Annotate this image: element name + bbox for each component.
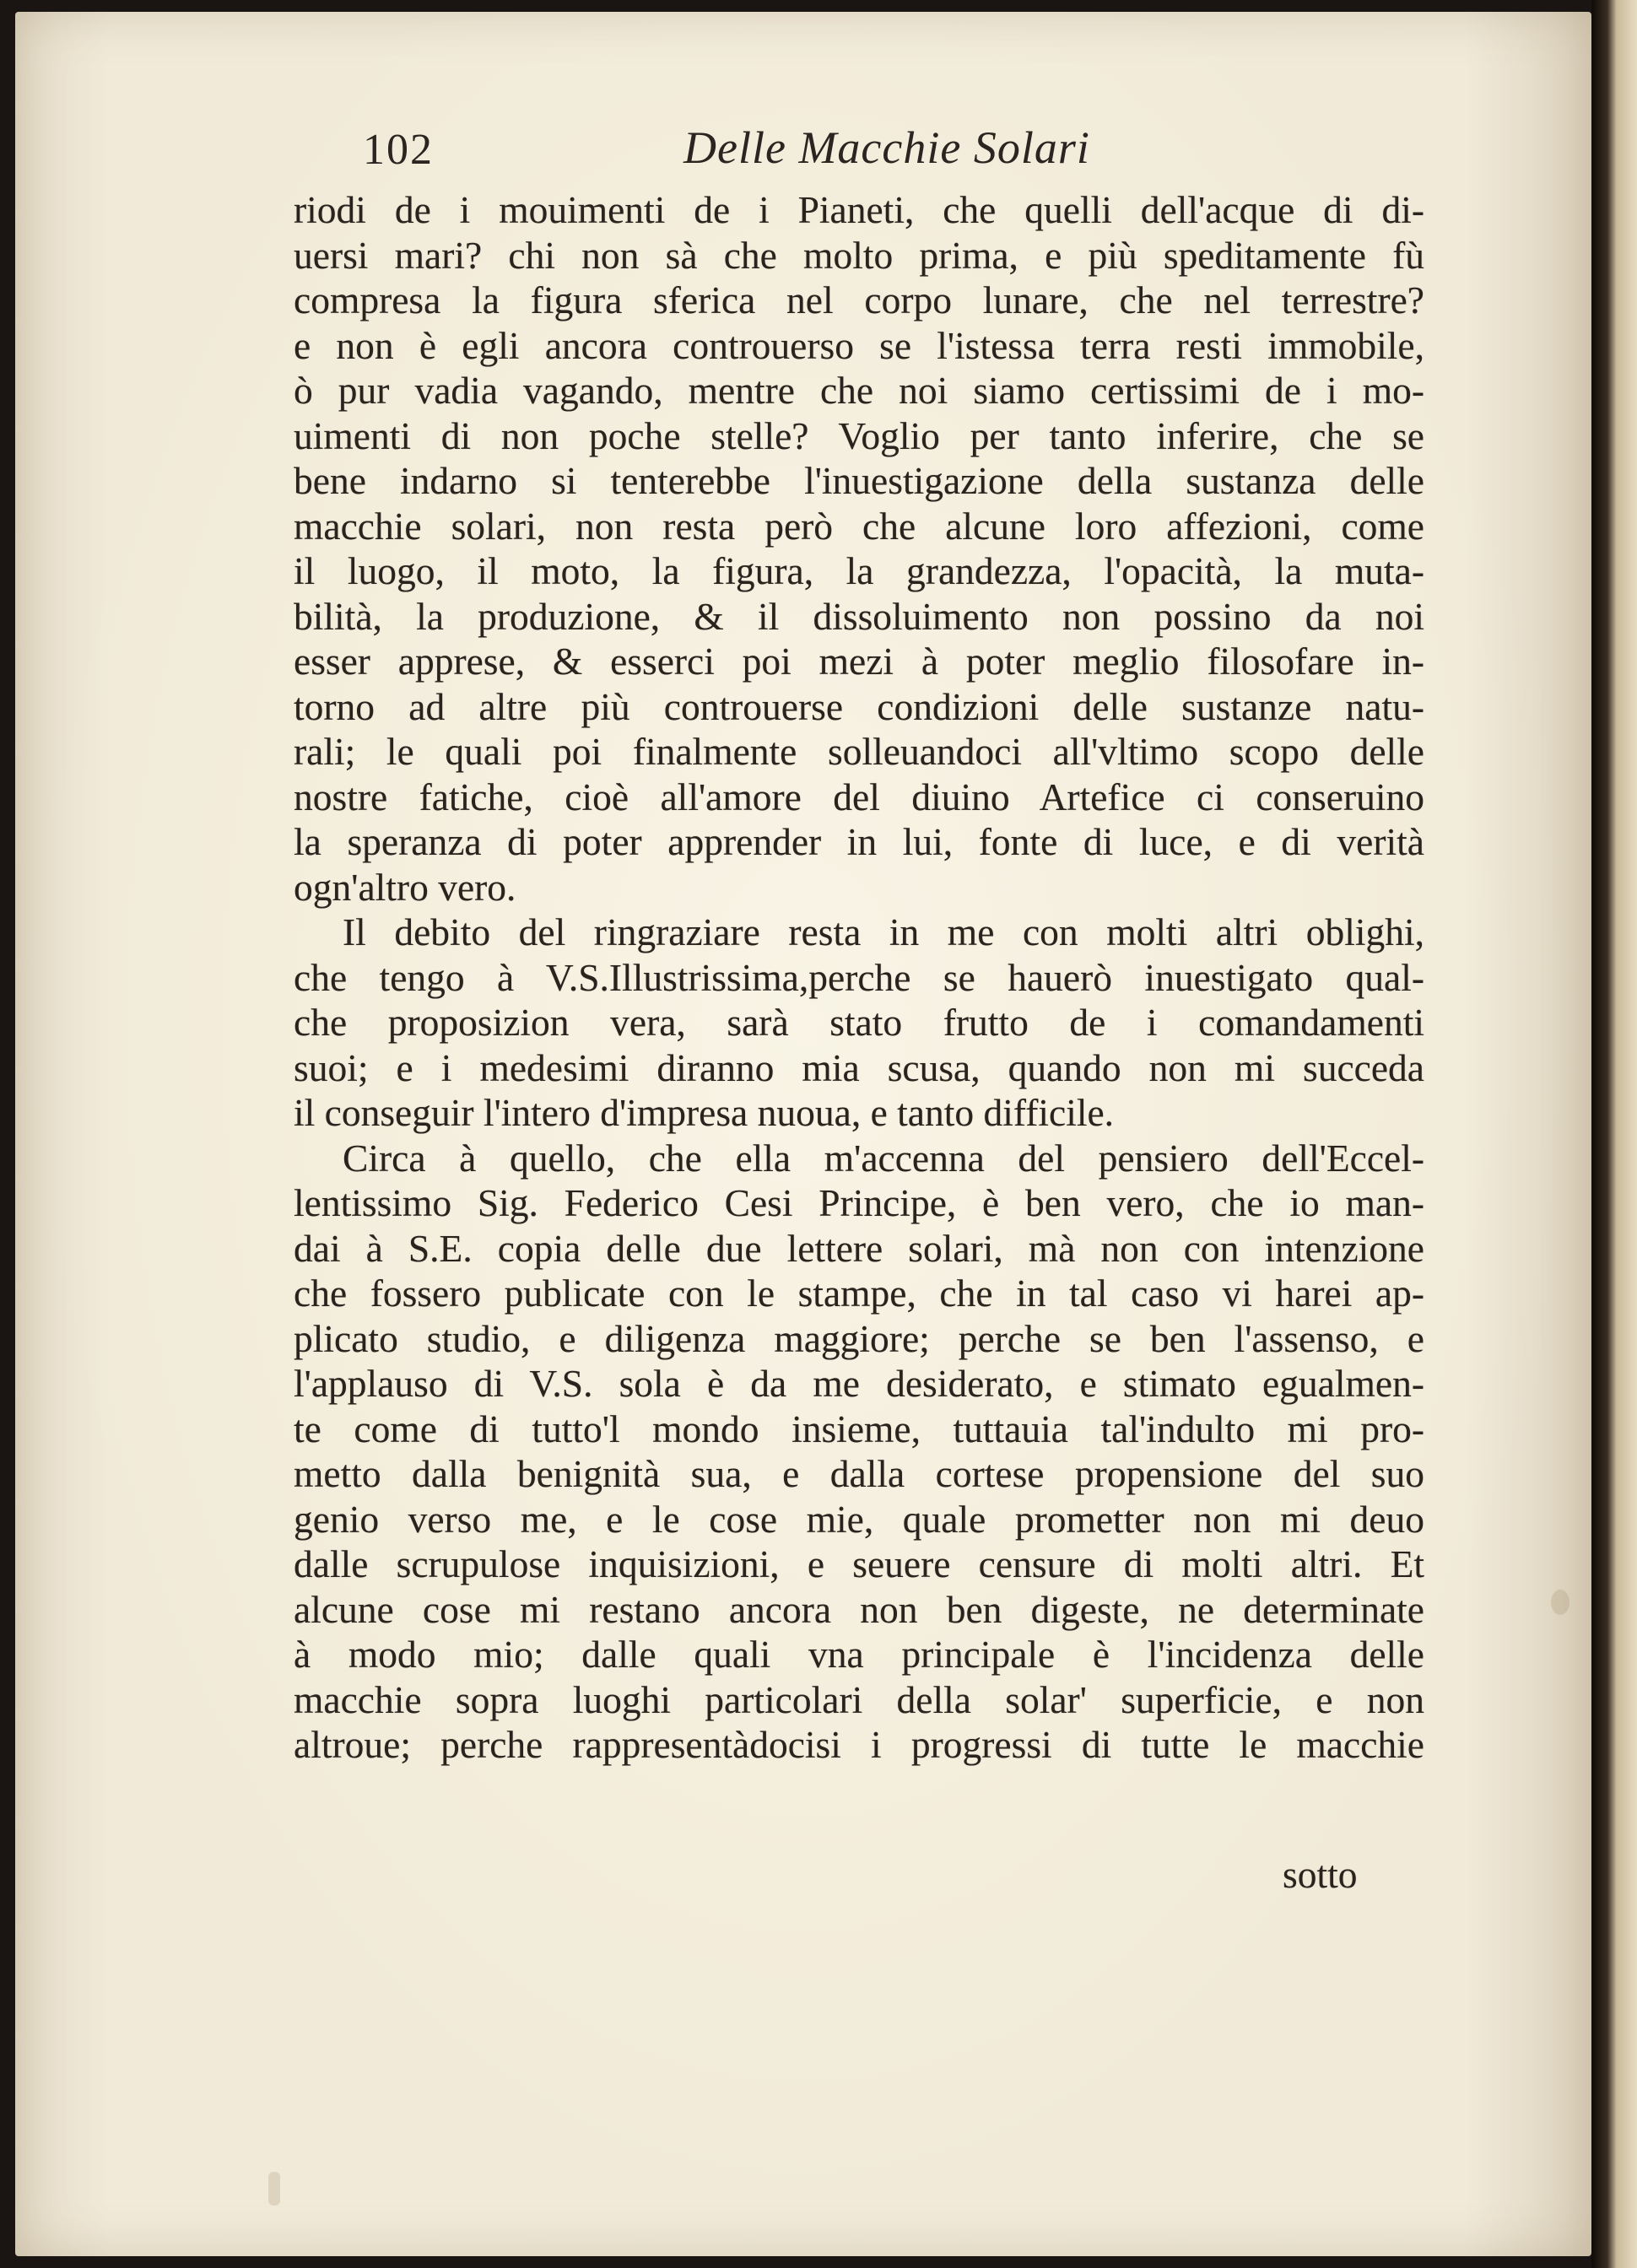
text-line: uersi mari? chi non sà che molto prima, e più speditamente fù: [294, 233, 1424, 277]
text-line: ò pur vadia vagando, mentre che noi siamo certissimi de i mo-: [294, 369, 1424, 412]
text-line: altroue; perche rappresentàdocisi i progressi di tutte le macchie: [294, 1723, 1424, 1766]
text-line: compresa la figura sferica nel corpo lunare, che nel terrestre?: [294, 278, 1424, 321]
text-line: à modo mio; dalle quali vna principale è l'incidenza delle: [294, 1633, 1424, 1676]
text-line: che fossero publicate con le stampe, che in tal caso vi harei ap-: [294, 1272, 1424, 1315]
paper-stain: [1551, 1590, 1569, 1615]
text-line: uimenti di non poche stelle? Voglio per tanto inferire, che se: [294, 413, 1424, 457]
text-line: torno ad altre più controuerse condizioni delle sustanze natu-: [294, 684, 1424, 728]
body-text: [294, 187, 1424, 1768]
text-line: bilità, la produzione, & il dissoluimento non possino da noi: [294, 594, 1424, 638]
text-line: dai à S.E. copia delle due lettere solari, mà non con intenzione: [294, 1226, 1424, 1270]
text-line: plicato studio, e diligenza maggiore; perche se ben l'assenso, e: [294, 1316, 1424, 1360]
text-line: il luogo, il moto, la figura, la grandezza, l'opacità, la muta-: [294, 549, 1424, 592]
text-line: l'applauso di V.S. sola è da me desiderato, e stimato egualmen-: [294, 1362, 1424, 1405]
text-line: che tengo à V.S.Illustrissima,perche se hauerò inuestigato qual-: [294, 955, 1424, 999]
paragraph-start-line: Il debito del ringraziare resta in me con molti altri oblighi,: [343, 910, 1424, 953]
running-title: Delle Macchie Solari: [683, 122, 1090, 173]
paper-stain: [268, 2172, 280, 2206]
text-line: alcune cose mi restano ancora non ben digeste, ne determinate: [294, 1587, 1424, 1631]
text-line: e non è egli ancora controuerso se l'istessa terra resti immobile,: [294, 323, 1424, 367]
text-line: la speranza di poter apprender in lui, fonte di luce, e di verità: [294, 820, 1424, 863]
running-head: [363, 118, 1426, 186]
page-number: 102: [363, 126, 434, 174]
text-line: suoi; e i medesimi diranno mia scusa, quando non mi succeda: [294, 1045, 1424, 1089]
text-line: esser apprese, & esserci poi mezi à poter meglio filosofare in-: [294, 640, 1424, 683]
text-line: ogn'altro vero.: [294, 865, 516, 909]
paragraph-start-line: Circa à quello, che ella m'accenna del pensiero dell'Eccel-: [343, 1136, 1424, 1180]
text-line: genio verso me, e le cose mie, quale prometter non mi deuo: [294, 1497, 1424, 1541]
text-line: il conseguir l'intero d'impresa nuoua, e tanto difficile.: [294, 1091, 1115, 1134]
text-line: rali; le quali poi finalmente solleuandoci all'vltimo scopo delle: [294, 730, 1424, 773]
text-line: nostre fatiche, cioè all'amore del diuino Artefice ci conseruino: [294, 775, 1424, 818]
text-line: macchie sopra luoghi particolari della solar' superficie, e non: [294, 1677, 1424, 1721]
text-line: riodi de i mouimenti de i Pianeti, che quelli dell'acque di di-: [294, 188, 1424, 231]
text-line: te come di tutto'l mondo insieme, tuttauia tal'indulto mi pro-: [294, 1407, 1424, 1450]
text-line: lentissimo Sig. Federico Cesi Principe, è ben vero, che io man-: [294, 1181, 1424, 1224]
text-line: bene indarno si tenterebbe l'inuestigazione della sustanza delle: [294, 459, 1424, 502]
text-line: dalle scrupulose inquisizioni, e seuere censure di molti altri. Et: [294, 1542, 1424, 1585]
catchword: sotto: [1283, 1853, 1358, 1896]
text-line: che proposizion vera, sarà stato frutto de i comandamenti: [294, 1001, 1424, 1044]
book-gutter: [1591, 0, 1637, 2268]
text-line: macchie solari, non resta però che alcune loro affezioni, come: [294, 504, 1424, 548]
text-line: metto dalla benignità sua, e dalla cortese propensione del suo: [294, 1452, 1424, 1495]
